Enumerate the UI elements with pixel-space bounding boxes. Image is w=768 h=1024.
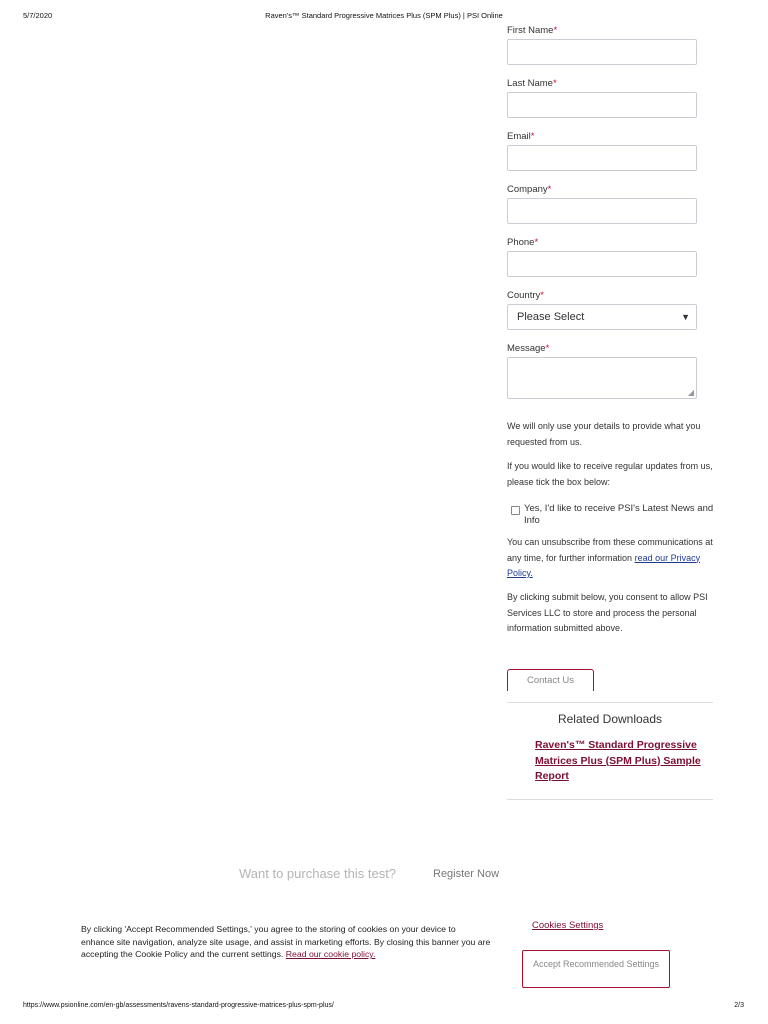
email-group <box>507 131 697 171</box>
print-page-number: 2/3 <box>734 1002 744 1009</box>
message-textarea[interactable] <box>507 357 697 399</box>
phone-label: Phone* <box>507 237 539 248</box>
last-name-input[interactable] <box>507 92 697 118</box>
divider <box>507 702 713 703</box>
divider <box>507 799 713 800</box>
email-input[interactable] <box>507 145 697 171</box>
resize-grip-icon[interactable]: ◢ <box>687 388 694 397</box>
last-name-group <box>507 78 697 118</box>
privacy-policy-link[interactable]: read our Privacy Policy. <box>507 552 701 578</box>
consent-note: By clicking submit below, you consent to allow PSI Services LLC to store and process the personal information submitted above. <box>507 592 708 633</box>
message-group <box>507 343 697 399</box>
company-input[interactable] <box>507 198 697 224</box>
purchase-question: Want to purchase this test? <box>239 866 397 881</box>
related-downloads-title: Related Downloads <box>557 712 663 726</box>
sample-report-link[interactable]: Raven's™ Standard Progressive Matrices Plus (SPM Plus) Sample Report <box>535 739 701 782</box>
updates-note: If you would like to receive regular updates from us, please tick the box below: <box>507 461 713 487</box>
register-now-link[interactable]: Register Now <box>433 868 500 880</box>
newsletter-checkbox[interactable] <box>511 506 520 515</box>
company-group <box>507 184 697 224</box>
cookies-settings-link[interactable]: Cookies Settings <box>532 920 604 931</box>
print-page-title: Raven's™ Standard Progressive Matrices Plus (SPM Plus) | PSI Online <box>265 11 503 20</box>
newsletter-checkbox-label[interactable]: Yes, I'd like to receive PSI's Latest News and Info <box>524 503 714 526</box>
first-name-group <box>507 25 697 65</box>
privacy-note: We will only use your details to provide what you requested from us. <box>507 421 701 447</box>
first-name-input[interactable] <box>507 39 697 65</box>
country-select[interactable] <box>507 304 697 330</box>
country-group <box>507 290 697 330</box>
cookie-policy-link[interactable]: Read our cookie policy. <box>285 949 376 960</box>
chevron-down-icon: ▼ <box>681 312 690 322</box>
print-url: https://www.psionline.com/en-gb/assessments/ravens-standard-progressive-matrices-plus-spm-plus/ <box>23 1002 334 1009</box>
phone-group <box>507 237 697 277</box>
unsubscribe-note: You can unsubscribe from these communications at any time, for further information read our Privacy Policy. <box>507 537 713 578</box>
contact-us-button[interactable]: Contact Us <box>507 669 594 691</box>
company-label: Company* <box>507 184 552 195</box>
country-label: Country* <box>507 290 544 301</box>
accept-recommended-settings-button[interactable]: Accept Recommended Settings <box>522 950 670 988</box>
cookie-banner-text: By clicking 'Accept Recommended Settings,' you agree to the storing of cookies on your device to enhance site navigation, analyze site usage, and assist in marketing efforts. By closing this banner you are accepting the Cookie Policy and the current settings. Read our cookie policy. <box>81 924 491 960</box>
message-label: Message* <box>507 343 550 354</box>
print-header <box>0 11 768 23</box>
phone-input[interactable] <box>507 251 697 277</box>
last-name-label: Last Name* <box>507 78 557 89</box>
print-date: 5/7/2020 <box>23 11 53 20</box>
email-label: Email* <box>507 131 535 142</box>
first-name-label: First Name* <box>507 25 558 36</box>
country-selected-value: Please Select <box>517 311 585 323</box>
